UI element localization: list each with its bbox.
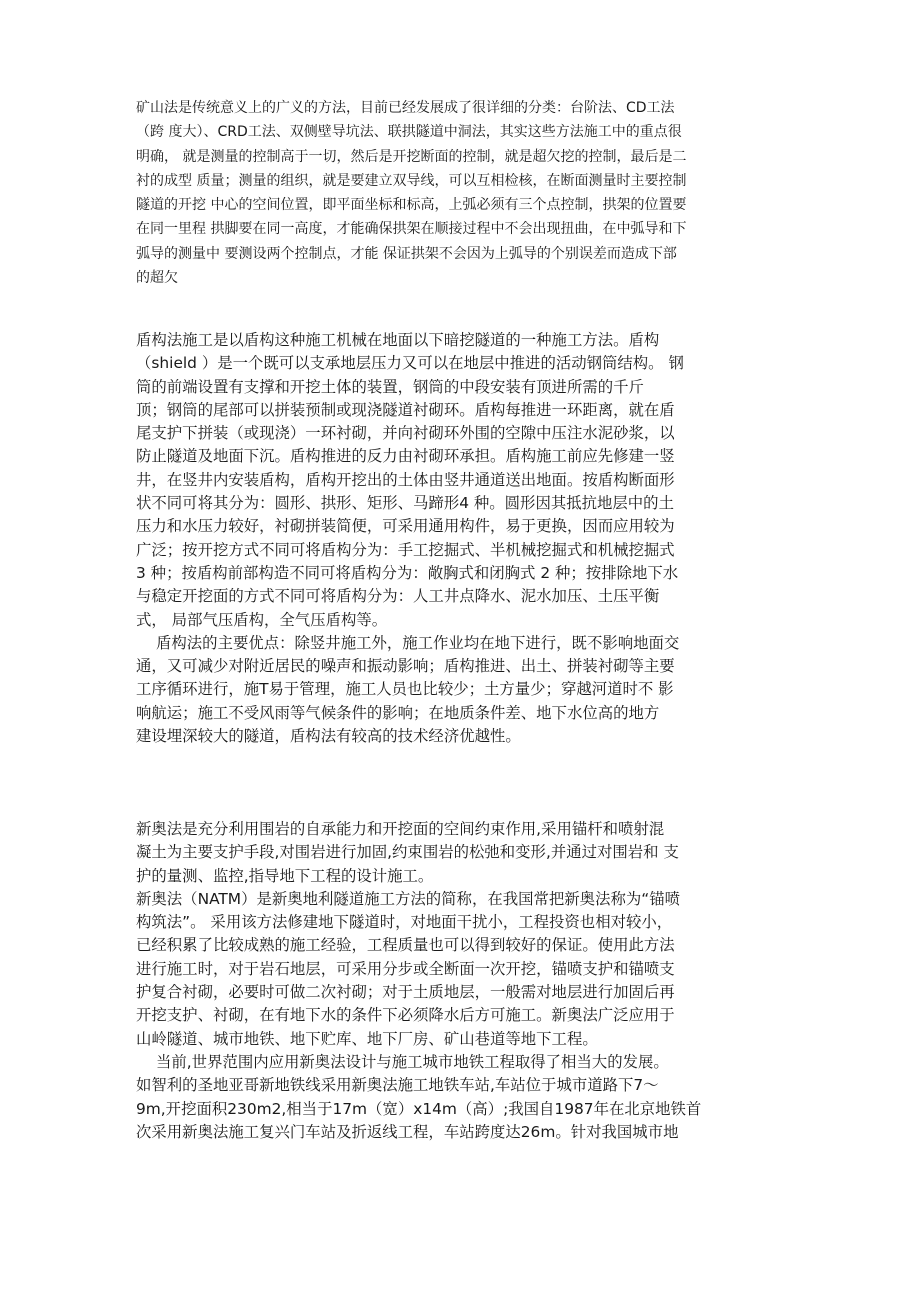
text-line: 通，又可减少对附近居民的噪声和振动影响；盾构推进、出土、拼装衬砌等主要: [136, 657, 675, 676]
text-line: 已经积累了比较成熟的施工经验，工程质量也可以得到较好的保证。使用此方法: [136, 936, 675, 955]
text-line: 护复合衬砌，必要时可做二次衬砌；对于土质地层，一般需对地层进行加固后再: [136, 983, 675, 1002]
text-line: 状不同可将其分为：圆形、拱形、矩形、马蹄形4 种。圆形因其抵抗地层中的土: [136, 494, 674, 513]
text-line: 次采用新奥法施工复兴门车站及折返线工程，车站跨度达26m。针对我国城市地: [136, 1122, 679, 1141]
text-line: 盾构法施工是以盾构这种施工机械在地面以下暗挖隧道的一种施工方法。盾构: [136, 331, 660, 349]
text-line: 与稳定开挖面的方式不同可将盾构分为：人工井点降水、泥水加压、土压平衡: [136, 587, 660, 606]
text-line: （跨 度大）、CRD工法、双侧壁导坑法、联拱隧道中洞法，其实这些方法施工中的重点很: [136, 124, 682, 141]
text-line: 凝土为主要支护手段,对围岩进行加固,约束围岩的松弛和变形,并通过对围岩和 支: [136, 843, 679, 862]
text-line: 明确， 就是测量的控制高于一切，然后是开挖断面的控制，就是超欠挖的控制，最后是二: [136, 148, 687, 165]
text-line: 防止隧道及地面下沉。盾构推进的反力由衬砌环承担。盾构施工前应先修建一竖: [136, 447, 675, 466]
text-line: （shield ）是一个既可以支承地层压力又可以在地层中推进的活动钢筒结构。 钢: [136, 354, 684, 373]
text-line: 响航运；施工不受风雨等气候条件的影响；在地质条件差、地下水位高的地方: [136, 703, 660, 722]
text-line: 弧导的测量中 要测设两个控制点，才能 保证拱架不会因为上弧导的个别误差而造成下部: [136, 245, 677, 262]
text-line: 尾支护下拼装（或现浇）一环衬砌，并向衬砌环外围的空隙中压注水泥砂浆，以: [136, 424, 675, 443]
text-line: 盾构法的主要优点：除竖井施工外，施工作业均在地下进行，既不影响地面交: [156, 633, 680, 652]
text-line: 筒的前端设置有支撑和开挖土体的装置，钢筒的中段安装有顶进所需的千斤: [136, 377, 644, 396]
text-line: 护的量测、监控,指导地下工程的设计施工。: [136, 866, 434, 885]
text-line: 构筑法”。 采用该方法修建地下隧道时，对地面干扰小，工程投资也相对较小，: [136, 913, 673, 932]
text-line: 广泛；按开挖方式不同可将盾构分为：手工挖掘式、半机械挖掘式和机械挖掘式: [136, 540, 675, 559]
text-line: 式， 局部气压盾构，全气压盾构等。: [136, 610, 388, 629]
text-line: 9m,开挖面积230m2,相当于17m（宽）x14m（高）;我国自1987年在北京地铁首: [136, 1099, 702, 1118]
text-line: 衬的成型 质量；测量的组织，就是要建立双导线，可以互相检核，在断面测量时主要控制: [136, 172, 687, 189]
text-line: 在同一里程 拱脚要在同一高度，才能确保拱架在顺接过程中不会出现扭曲，在中弧导和下: [136, 221, 687, 238]
text-line: 工序循环进行，施T易于管理，施工人员也比较少；土方量少；穿越河道时不 影: [136, 680, 674, 699]
natm-section: [136, 818, 792, 1144]
text-line: 开挖支护、衬砌，在有地下水的条件下必须降水后方可施工。新奥法广泛应用于: [136, 1006, 675, 1025]
text-line: 如智利的圣地亚哥新地铁线采用新奥法施工地铁车站,车站位于城市道路下7〜: [136, 1076, 659, 1095]
text-line: 顶；钢筒的尾部可以拼装预制或现浇隧道衬砌环。盾构每推进一环距离，就在盾: [136, 400, 675, 419]
text-line: 当前,世界范围内应用新奥法设计与施工城市地铁工程取得了相当大的发展。: [156, 1052, 669, 1071]
shield-method-section: [136, 329, 792, 748]
text-line: 进行施工时，对于岩石地层，可采用分步或全断面一次开挖，锚喷支护和锚喷支: [136, 959, 675, 978]
text-line: 压力和水压力较好，衬砌拼装简便，可采用通用构件，易于更换，因而应用较为: [136, 517, 675, 536]
text-line: 井，在竖井内安装盾构，盾构开挖出的土体由竖井通道送出地面。按盾构断面形: [136, 470, 675, 489]
text-line: 隧道的开挖 中心的空间位置，即平面坐标和标高，上弧必须有三个点控制，拱架的位置要: [136, 197, 687, 214]
text-line: 建设埋深较大的隧道，盾构法有较高的技术经济优越性。: [136, 727, 521, 746]
text-line: 的超欠: [136, 270, 178, 287]
text-line: 新奥法是充分利用围岩的自承能力和开挖面的空间约束作用,采用锚杆和喷射混: [136, 820, 665, 838]
text-line: 矿山法是传统意义上的广义的方法，目前已经发展成了很详细的分类：台阶法、CD工法: [136, 100, 675, 116]
mining-method-paragraph: [136, 96, 792, 290]
text-line: 3 种；按盾构前部构造不同可将盾构分为：敞胸式和闭胸式 2 种；按排除地下水: [136, 563, 679, 582]
text-line: 新奥法（NATM）是新奥地利隧道施工方法的简称，在我国常把新奥法称为“锚喷: [136, 889, 680, 908]
text-line: 山岭隧道、城市地铁、地下贮库、地下厂房、矿山巷道等地下工程。: [136, 1029, 598, 1048]
